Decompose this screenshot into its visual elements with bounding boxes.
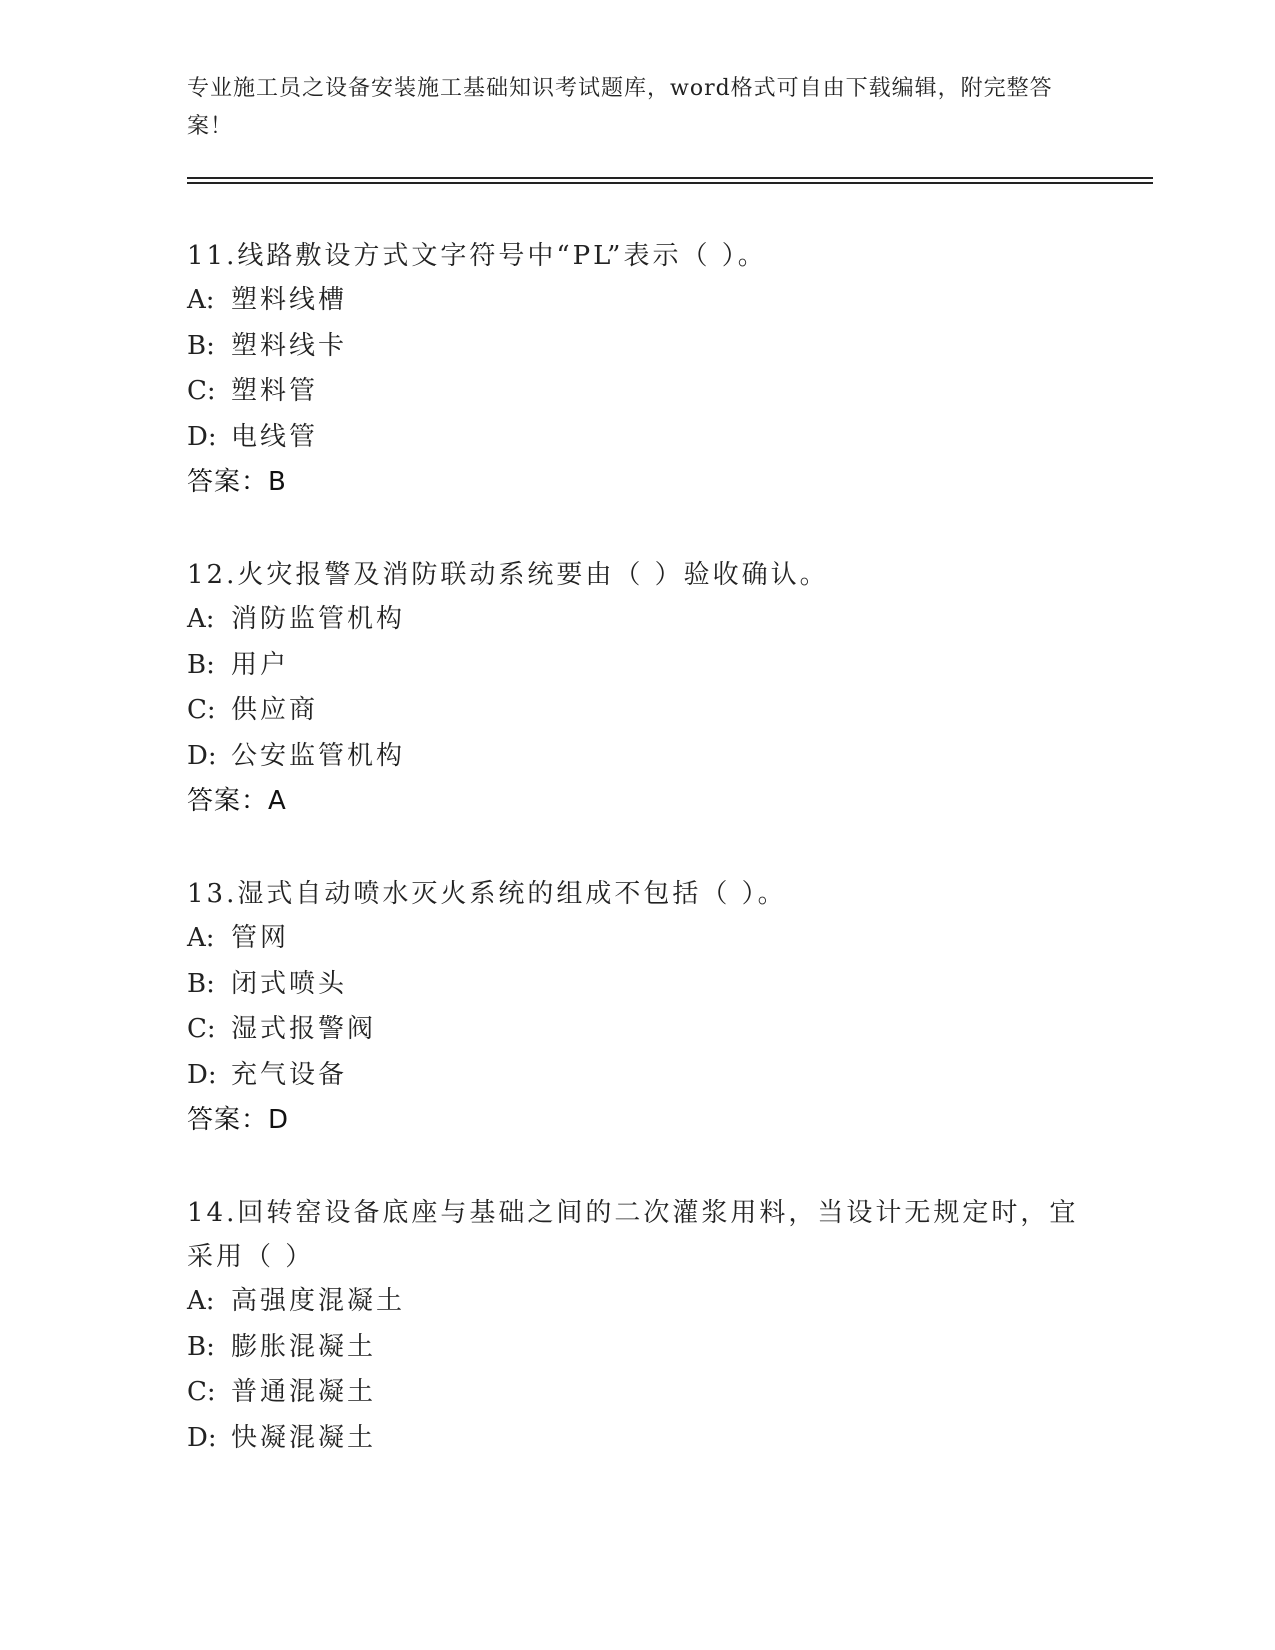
header-rule-bottom bbox=[187, 182, 1153, 184]
question-stem: 13.湿式自动喷水灭火系统的组成不包括（ ）。 bbox=[187, 879, 787, 909]
option-text: 供应商 bbox=[231, 695, 319, 725]
option-d bbox=[187, 1053, 1087, 1099]
question-12 bbox=[187, 553, 1087, 825]
option-d bbox=[187, 1416, 1087, 1462]
option-key: D: bbox=[187, 740, 217, 771]
option-key: A: bbox=[187, 604, 215, 634]
option-key: C: bbox=[187, 1014, 216, 1044]
option-text: 塑料线槽 bbox=[231, 285, 348, 315]
option-text: 塑料管 bbox=[231, 376, 319, 406]
option-key: C: bbox=[187, 1377, 216, 1407]
option-key: C: bbox=[187, 376, 216, 406]
option-c bbox=[187, 688, 1087, 734]
question-stem: 11.线路敷设方式文字符号中“PL”表示（ ）。 bbox=[187, 241, 767, 271]
option-key: A: bbox=[187, 1286, 215, 1316]
option-key: B: bbox=[187, 1331, 215, 1362]
question-14 bbox=[187, 1191, 1087, 1461]
option-text: 湿式报警阀 bbox=[231, 1014, 377, 1044]
option-text: 用户 bbox=[231, 649, 290, 680]
question-13 bbox=[187, 872, 1087, 1144]
option-text: 闭式喷头 bbox=[231, 968, 348, 999]
option-key: D: bbox=[187, 1059, 217, 1090]
option-text: 电线管 bbox=[231, 421, 319, 452]
option-c bbox=[187, 369, 1087, 415]
option-text: 普通混凝土 bbox=[231, 1377, 377, 1407]
answer: 答案：A bbox=[187, 786, 287, 816]
option-text: 快凝混凝土 bbox=[231, 1422, 377, 1453]
option-key: B: bbox=[187, 649, 215, 680]
document-header bbox=[187, 70, 1087, 146]
question-stem: 14.回转窑设备底座与基础之间的二次灌浆用料，当设计无规定时，宜采用（ ） bbox=[187, 1198, 1079, 1272]
option-key: A: bbox=[187, 285, 215, 315]
option-key: D: bbox=[187, 421, 217, 452]
option-key: B: bbox=[187, 330, 215, 361]
option-b bbox=[187, 324, 1087, 370]
option-key: A: bbox=[187, 923, 215, 953]
option-d bbox=[187, 734, 1087, 780]
option-c bbox=[187, 1370, 1087, 1416]
option-d bbox=[187, 415, 1087, 461]
option-b bbox=[187, 1325, 1087, 1371]
header-rule-top bbox=[187, 177, 1153, 179]
option-text: 膨胀混凝土 bbox=[231, 1331, 377, 1362]
option-a bbox=[187, 278, 1087, 324]
option-key: C: bbox=[187, 695, 216, 725]
option-text: 高强度混凝土 bbox=[231, 1286, 406, 1316]
option-a bbox=[187, 1279, 1087, 1325]
question-stem: 12.火灾报警及消防联动系统要由（ ）验收确认。 bbox=[187, 560, 829, 590]
option-c bbox=[187, 1007, 1087, 1053]
option-b bbox=[187, 643, 1087, 689]
answer: 答案：B bbox=[187, 467, 287, 497]
option-key: D: bbox=[187, 1422, 217, 1453]
answer: 答案：D bbox=[187, 1105, 290, 1135]
option-a bbox=[187, 916, 1087, 962]
option-text: 充气设备 bbox=[231, 1059, 348, 1090]
option-b bbox=[187, 962, 1087, 1008]
option-text: 塑料线卡 bbox=[231, 330, 348, 361]
option-key: B: bbox=[187, 968, 215, 999]
option-text: 管网 bbox=[231, 923, 290, 953]
header-text: 专业施工员之设备安装施工基础知识考试题库，word格式可自由下载编辑，附完整答案！ bbox=[187, 76, 1053, 139]
option-text: 消防监管机构 bbox=[231, 604, 406, 634]
question-11 bbox=[187, 234, 1087, 506]
option-text: 公安监管机构 bbox=[231, 740, 406, 771]
option-a bbox=[187, 597, 1087, 643]
